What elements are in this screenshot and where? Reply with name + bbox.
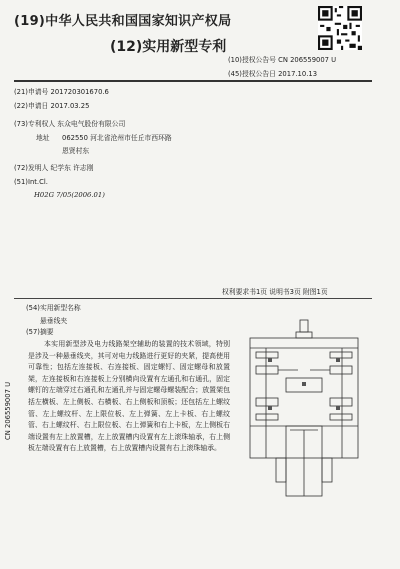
technical-drawing <box>246 318 364 508</box>
ipc-code: H02G 7/05(2006.01) <box>34 191 105 199</box>
application-number: (21)申请号 201720301670.6 <box>14 88 109 96</box>
publication-date: (45)授权公告日 2017.10.13 <box>228 70 318 78</box>
title-label: (54)实用新型名称 <box>26 304 81 312</box>
inventors: (72)发明人 纪学东 许志刚 <box>14 164 94 172</box>
qr-code-icon <box>318 6 362 50</box>
address-line-2: 恩贤村东 <box>62 147 90 155</box>
address-label: 地址 <box>36 134 50 142</box>
page-count-info: 权利要求书1页 说明书3页 附图1页 <box>222 288 328 296</box>
section-rule <box>14 298 372 299</box>
patentee: (73)专利权人 东众电气股份有限公司 <box>14 120 126 128</box>
publication-number: (10)授权公告号 CN 206559007 U <box>228 56 337 64</box>
utility-model-title: 悬垂线夹 <box>40 317 68 325</box>
office-header: (19)中华人民共和国国家知识产权局 <box>14 14 232 29</box>
document-type: (12)实用新型专利 <box>110 39 227 55</box>
side-publication-number: CN 206559007 U <box>4 381 12 440</box>
abstract-label: (57)摘要 <box>26 328 54 336</box>
abstract-text: 本实用新型涉及电力线路架空辅助的装置的技术领域，特别是涉及一种悬垂线夹，其可对电力线路进行更好的夹紧，提高使用可靠性；包括左连接板、右连接板、固定螺钉、固定螺母和放置架，左连接板和右连接板上分别横向设置有左通孔和右通孔，固定螺钉的左端穿过右通孔和左通孔并与固定螺母螺装配合；放置架包括左横板、左上侧板、右横板、右上侧板和顶板；还包括左上螺纹管、左上螺纹杆、左上限位板、左上弹簧、左上卡板、右上螺纹管、右上螺纹杆、右上限位板、右上弹簧和右上卡板，左上侧板右端设置有左上放置槽，左上放置槽内设置有左上滚珠轴承，右上侧板左端设置有右上放置槽，右上放置槽内设置有右上滚珠轴承。 <box>28 340 230 453</box>
header-rule <box>14 80 372 82</box>
address-line-1: 062550 河北省沧州市任丘市西环路 <box>62 134 172 142</box>
application-date: (22)申请日 2017.03.25 <box>14 102 90 110</box>
int-cl-label: (51)Int.Cl. <box>14 178 48 186</box>
